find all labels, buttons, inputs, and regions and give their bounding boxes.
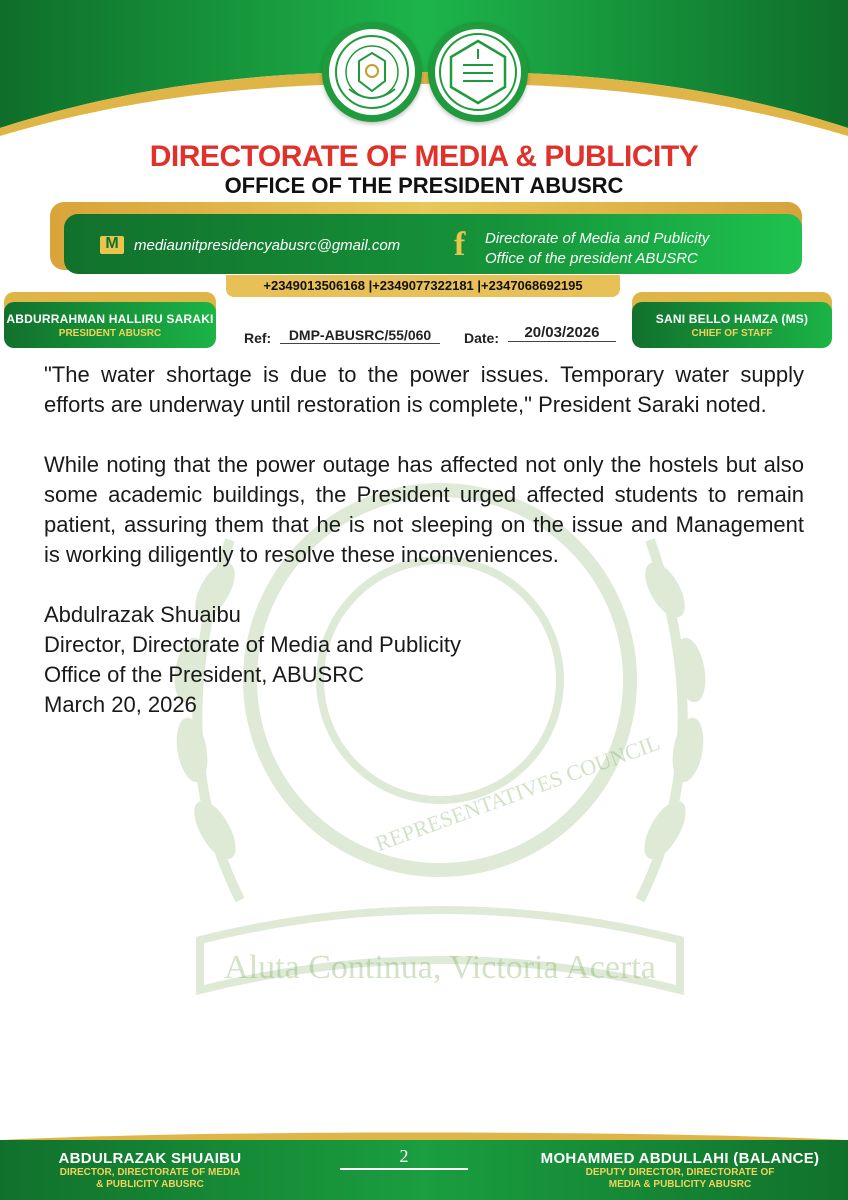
president-name: ABDURRAHMAN HALLIRU SARAKI [6, 312, 214, 326]
footer-left-role-2: & PUBLICITY ABUSRC [96, 1179, 204, 1190]
footer-left-signatory [40, 1150, 260, 1191]
page-number-underline [340, 1168, 468, 1170]
signature-title: Director, Directorate of Media and Publicity [44, 632, 461, 657]
chief-of-staff-name: SANI BELLO HAMZA (MS) [655, 312, 809, 326]
footer-left-role-1: DIRECTOR, DIRECTORATE OF MEDIA [59, 1167, 241, 1178]
president-role: PRESIDENT ABUSRC [58, 328, 162, 339]
footer-right-role-2: MEDIA & PUBLICITY ABUSRC [608, 1179, 752, 1190]
facebook-page-line2[interactable]: Office of the president ABUSRC [485, 250, 698, 267]
letter-body [44, 360, 804, 720]
footer-right-signatory [540, 1150, 820, 1191]
abusrc-logo [322, 22, 422, 122]
phone-numbers: +2349013506168 |+2349077322181 |+2347068692195 [226, 275, 620, 297]
president-tab [4, 302, 216, 348]
header-swoosh [0, 0, 848, 150]
facebook-icon: f [454, 226, 466, 263]
footer-right-name: MOHAMMED ABDULLAHI (BALANCE) [540, 1150, 820, 1167]
gmail-icon [100, 236, 124, 254]
body-paragraph-2: While noting that the power outage has affected not only the hostels but also some academic buildings, the President urged affected students to remain patient, assuring them that he is not sleeping on the issue and Management is working diligently to resolve these inconveniences. [44, 452, 804, 567]
facebook-page-line1[interactable]: Directorate of Media and Publicity [485, 230, 710, 247]
footer-right-role-1: DEPUTY DIRECTOR, DIRECTORATE OF [585, 1167, 775, 1178]
footer-left-name: ABDULRAZAK SHUAIBU [58, 1150, 242, 1167]
watermark-ring-text: REPRESENTATIVES COUNCIL [371, 729, 664, 857]
office-subtitle: OFFICE OF THE PRESIDENT ABUSRC [224, 173, 624, 198]
signature-name: Abdulrazak Shuaibu [44, 602, 241, 627]
email-address[interactable]: mediaunitpresidencyabusrc@gmail.com [134, 237, 401, 254]
watermark-motto: Aluta Continua, Victoria Acerta [224, 949, 656, 986]
directorate-title: DIRECTORATE OF MEDIA & PUBLICITY [149, 140, 699, 173]
chief-of-staff-role: CHIEF OF STAFF [691, 328, 773, 339]
university-logo [428, 22, 528, 122]
page-number-block [340, 1146, 468, 1167]
ref-label: Ref: [244, 330, 272, 346]
ref-number: DMP-ABUSRC/55/060 [280, 327, 440, 344]
page-number: 2 [399, 1146, 409, 1166]
signature-date: March 20, 2026 [44, 692, 197, 717]
date-label: Date: [464, 330, 500, 346]
signature-office: Office of the President, ABUSRC [44, 662, 364, 687]
body-paragraph-1: "The water shortage is due to the power issues. Temporary water supply efforts are underway until restoration is complete," President Saraki noted. [44, 362, 804, 417]
date-value: 20/03/2026 [508, 324, 616, 342]
chief-of-staff-tab [632, 302, 832, 348]
